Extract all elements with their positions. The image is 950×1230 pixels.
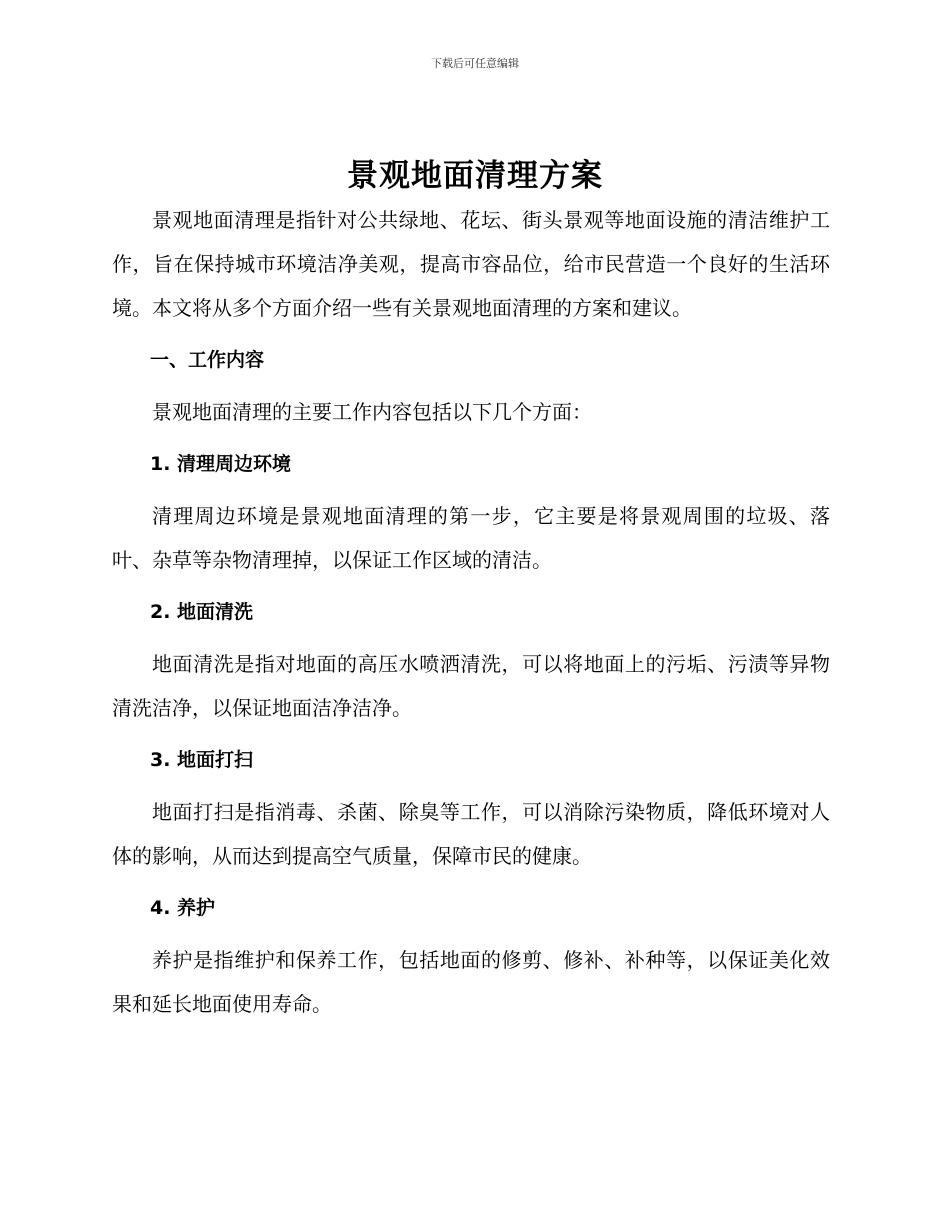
item-heading-4: 4. 养护 <box>150 897 216 919</box>
section-heading: 一、工作内容 <box>150 349 265 371</box>
item-heading-2: 2. 地面清洗 <box>150 601 254 623</box>
item-body-2: 地面清洗是指对地面的高压水喷洒清洗，可以将地面上的污垢、污渍等异物清洗洁净，以保证地面洁净洁净。 <box>112 652 830 720</box>
document-body <box>112 198 830 1034</box>
item-body-1: 清理周边环境是景观地面清理的第一步，它主要是将景观周围的垃圾、落叶、杂草等杂物清理掉，以保证工作区域的清洁。 <box>112 504 830 572</box>
page-header: 下载后可任意编辑 <box>431 57 519 70</box>
section-lead-paragraph: 景观地面清理的主要工作内容包括以下几个方面： <box>152 400 592 424</box>
item-heading-3: 3. 地面打扫 <box>150 749 254 771</box>
item-body-4: 养护是指维护和保养工作，包括地面的修剪、修补、补种等，以保证美化效果和延长地面使用寿命。 <box>112 948 830 1016</box>
item-body-3: 地面打扫是指消毒、杀菌、除臭等工作，可以消除污染物质，降低环境对人体的影响，从而达到提高空气质量，保障市民的健康。 <box>112 800 830 868</box>
document-title: 景观地面清理方案 <box>347 158 603 194</box>
intro-paragraph: 景观地面清理是指针对公共绿地、花坛、街头景观等地面设施的清洁维护工作，旨在保持城市环境洁净美观，提高市容品位，给市民营造一个良好的生活环境。本文将从多个方面介绍一些有关景观地面清理的方案和建议。 <box>112 208 830 320</box>
item-heading-1: 1. 清理周边环境 <box>150 453 292 475</box>
